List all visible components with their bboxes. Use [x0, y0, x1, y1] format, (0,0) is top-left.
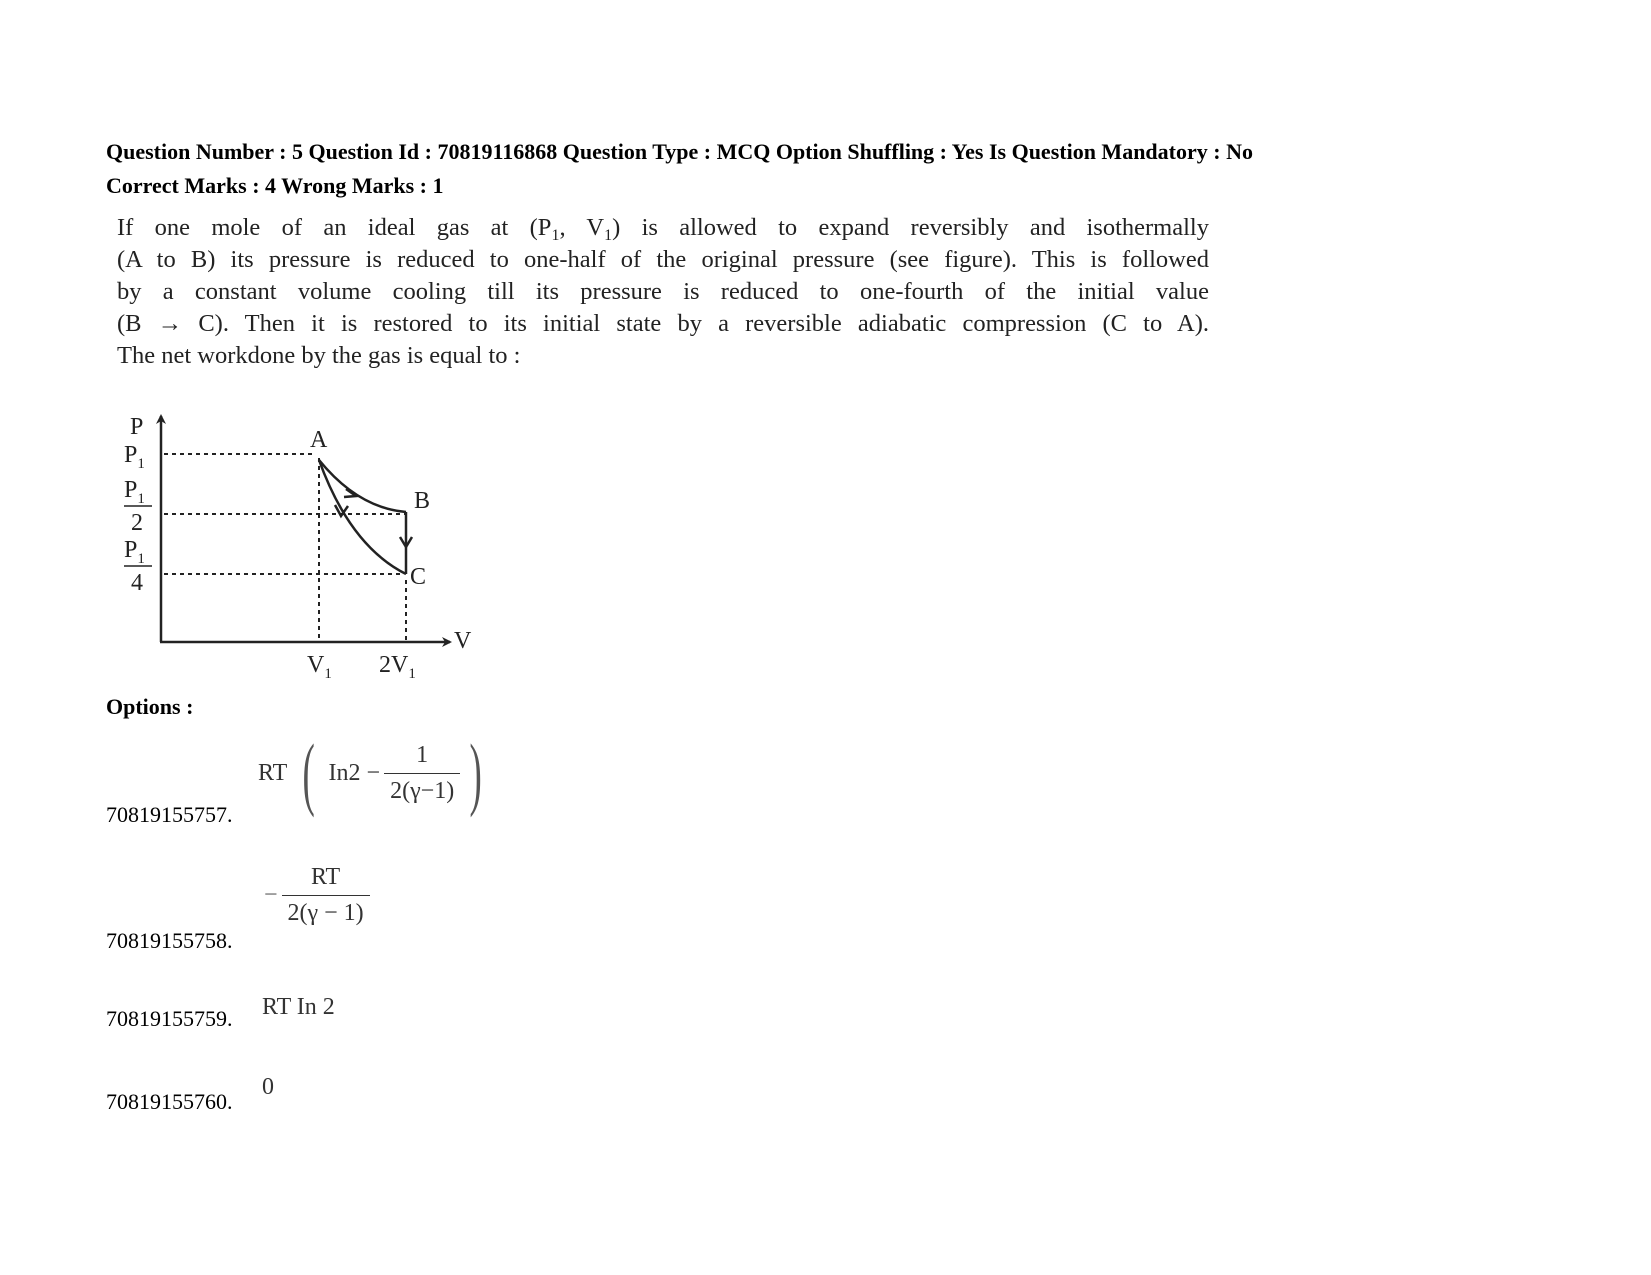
adiabat-curve: [319, 460, 406, 574]
options-label: Options :: [106, 694, 194, 719]
tick-p1-quarter-den: 4: [131, 570, 143, 596]
tick-p1-half-den: 2: [131, 510, 143, 536]
option-id[interactable]: 70819155760.: [106, 1089, 233, 1114]
question-line-1: If one mole of an ideal gas at ($P_1$, $V_1$) is allowed to expand reversibly and isothermally: [117, 214, 1209, 244]
option-id[interactable]: 70819155758.: [106, 928, 233, 953]
question-text: [117, 212, 1209, 372]
isotherm-curve: [319, 460, 406, 512]
tick-v1: $V_1$: [307, 652, 332, 680]
marks-line: Correct Marks : 4 Wrong Marks : 1: [106, 173, 444, 198]
question-line-4: (B → C). Then it is restored to its initial state by a reversible adiabatic compression (C to A).: [117, 310, 1209, 337]
axis-label-v: V: [454, 628, 472, 654]
question-meta-line: Question Number : 5 Question Id : 70819116868 Question Type : MCQ Option Shuffling : Yes Is Question Mandatory : No: [106, 139, 1253, 164]
option-id[interactable]: 70819155757.: [106, 802, 233, 827]
option-3-expression[interactable]: RT In 2: [262, 994, 335, 1020]
point-label-a: A: [310, 427, 328, 453]
pv-diagram: [120, 410, 500, 680]
tick-2v1: $2V_1$: [379, 652, 416, 680]
question-line-2: (A to B) its pressure is reduced to one-half of the original pressure (see figure). This is followed: [117, 246, 1209, 273]
question-line-3: by a constant volume cooling till its pressure is reduced to one-fourth of the initial value: [117, 278, 1209, 305]
option-2-expression[interactable]: − $\frac{RT}{2(\gamma - 1)}$: [264, 864, 370, 927]
axis-label-p: P: [130, 414, 144, 440]
option-1-expression[interactable]: RT ( In2 − $\frac{1}{2(\gamma-1)}$ ): [258, 727, 483, 818]
point-label-b: B: [414, 488, 431, 514]
point-label-c: C: [410, 564, 427, 590]
option-id[interactable]: 70819155759.: [106, 1006, 233, 1031]
question-line-5: The net workdone by the gas is equal to :: [117, 342, 521, 369]
option-4-expression[interactable]: 0: [262, 1074, 274, 1100]
tick-p1-quarter-num: $P_1$: [124, 537, 145, 567]
tick-p1: $P_1$: [124, 442, 145, 472]
tick-p1-half-num: $P_1$: [124, 477, 145, 507]
